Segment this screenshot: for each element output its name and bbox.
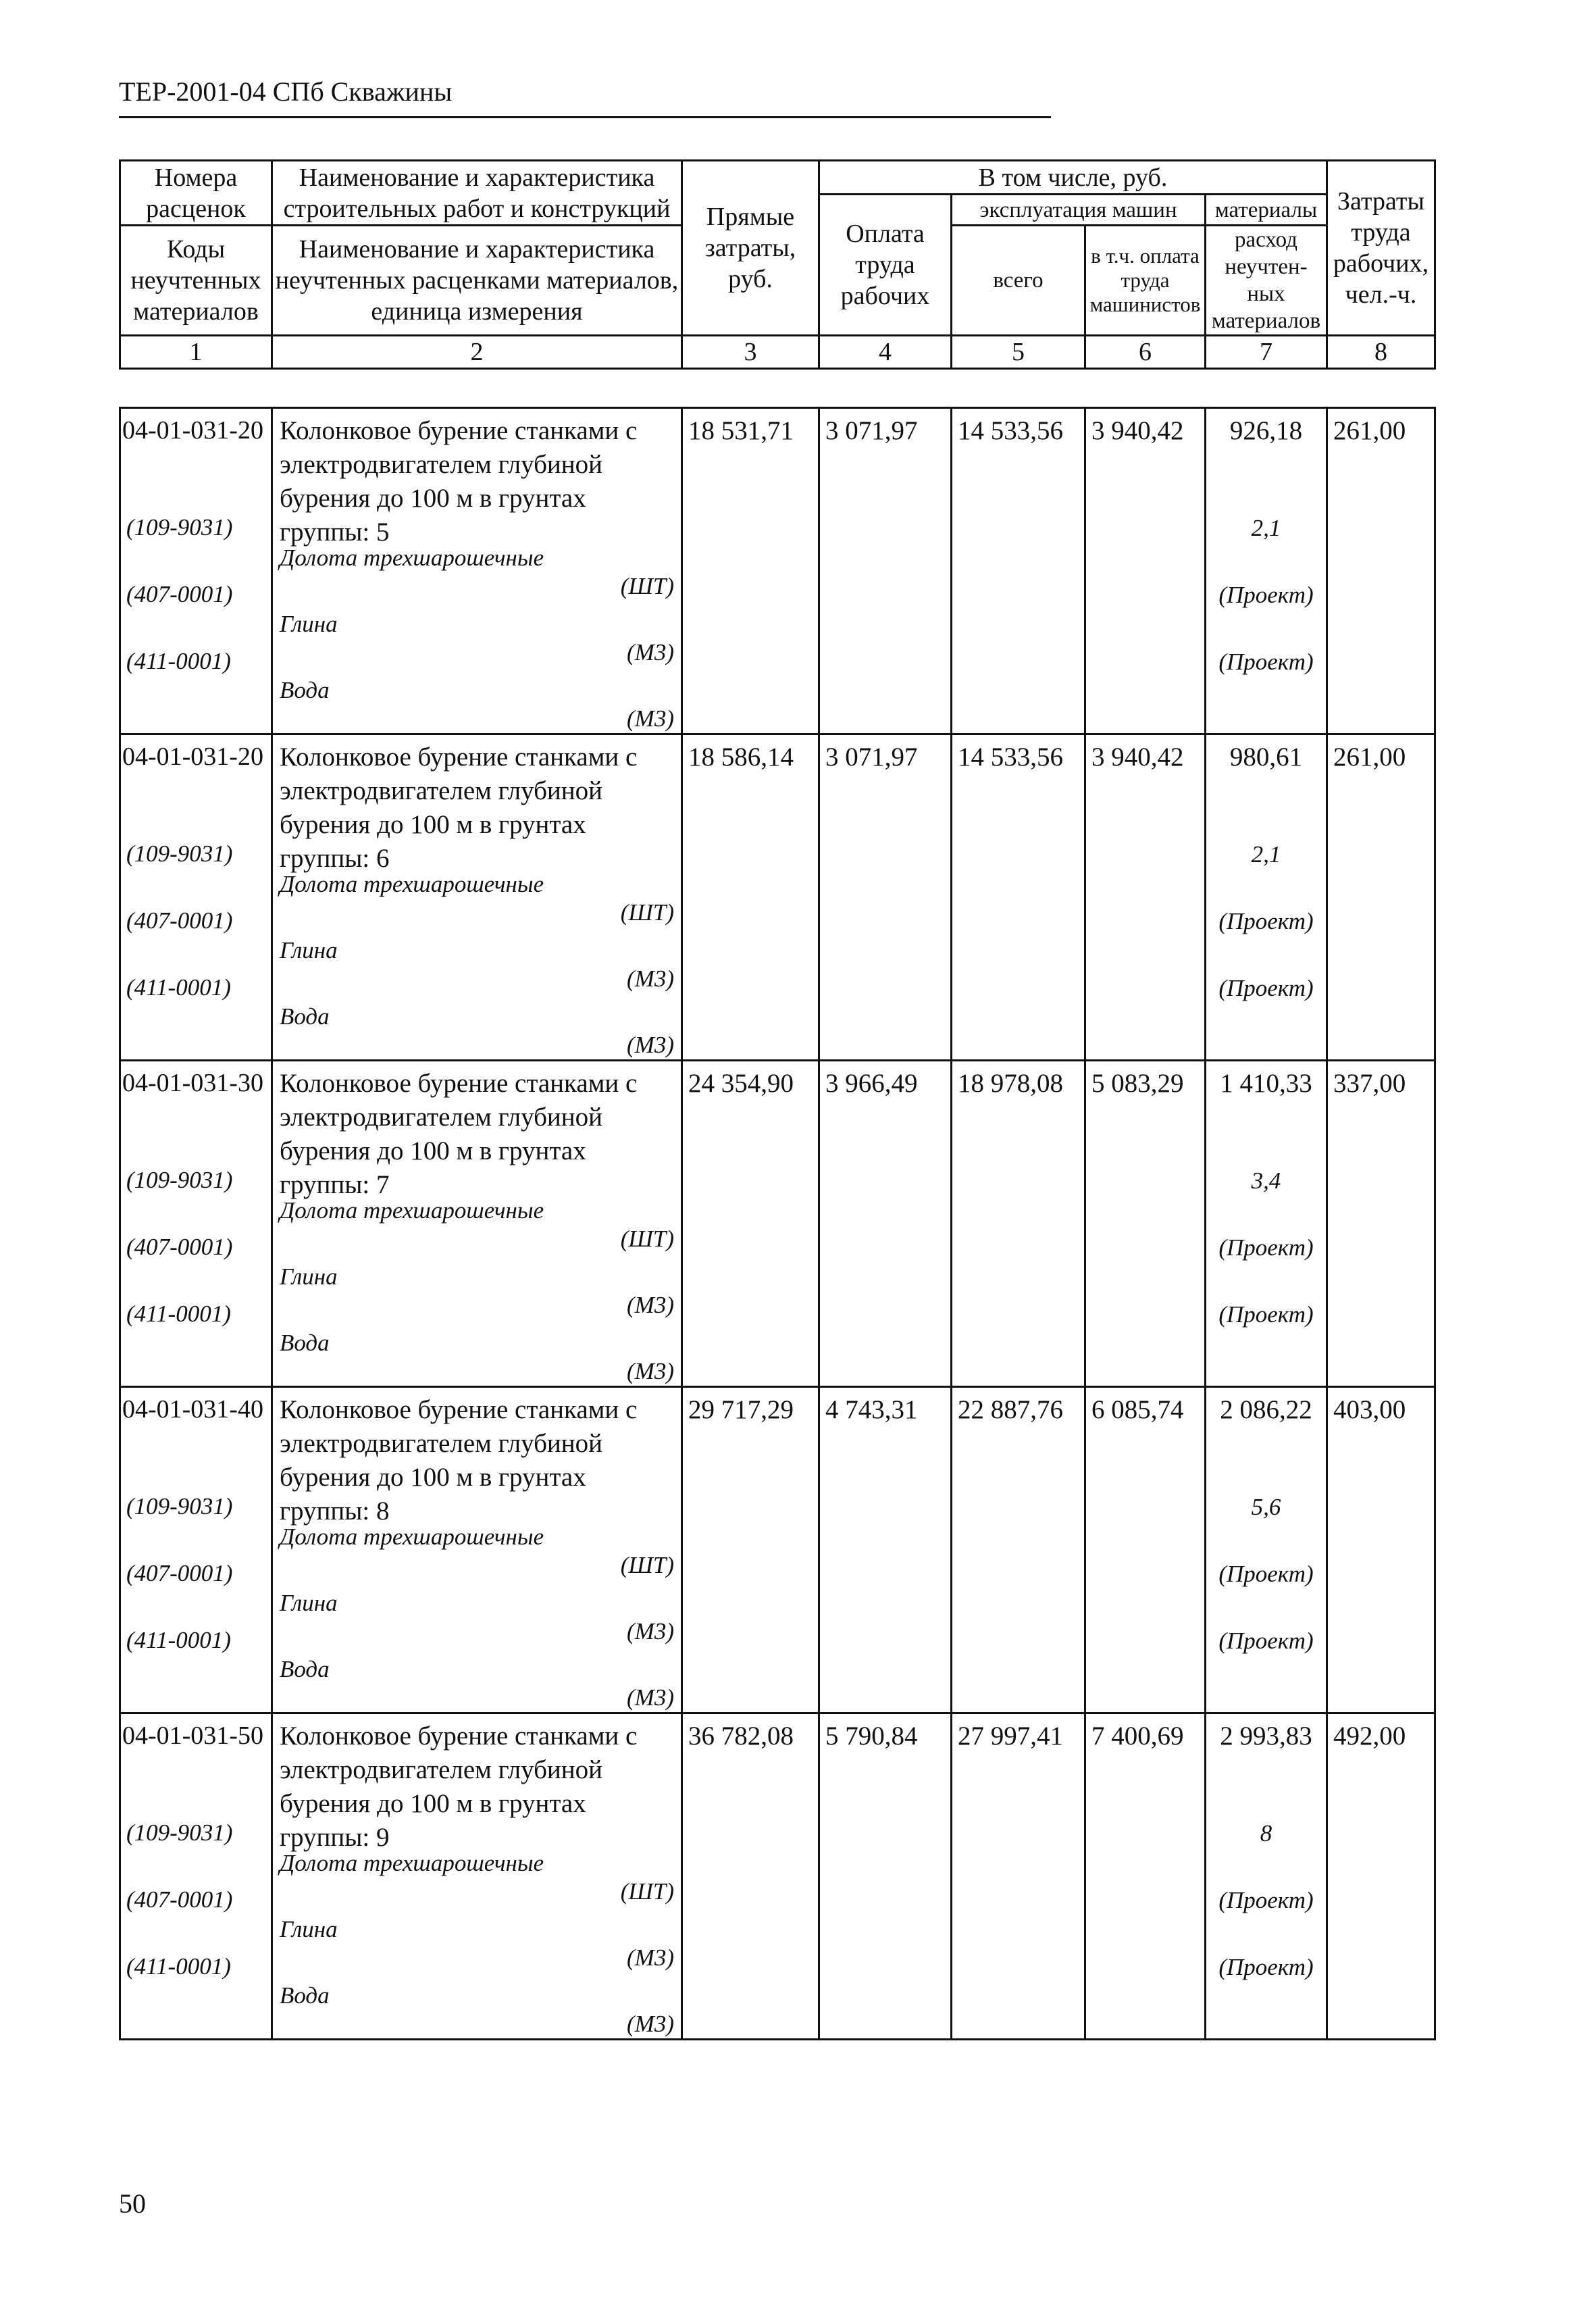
work-description: Колонковое бурение станками с электродвигателем глубиной бурения до 100 м в грунтах группы: 7 (280, 1069, 638, 1199)
materials-cell (1206, 734, 1327, 1061)
material-code: (411-0001) (126, 648, 231, 674)
labor-pay-cell (819, 1713, 952, 2040)
material-quantity: 3,4 (1251, 1167, 1281, 1194)
material-code: (407-0001) (126, 1234, 233, 1260)
machines-total-value: 14 533,56 (958, 416, 1063, 445)
description-cell (272, 1061, 682, 1387)
machines-total-cell (952, 1387, 1085, 1713)
direct-costs-cell (682, 1061, 819, 1387)
table-row (120, 1061, 1435, 1387)
rate-code-cell (120, 734, 272, 1061)
material-unit: (М3) (627, 2011, 674, 2037)
rate-code-cell (120, 1387, 272, 1713)
direct-costs-cell (682, 1713, 819, 2040)
header-materials-group: материалы (1206, 195, 1327, 226)
material-unit: (М3) (627, 1032, 674, 1058)
header-direct-costs: Прямые затраты, руб. (682, 161, 819, 336)
header-machinist-pay: в т.ч. оплата труда машинистов (1085, 226, 1206, 336)
rate-code: 04-01-031-20 (122, 743, 263, 771)
machines-total-value: 14 533,56 (958, 743, 1063, 772)
material-name: Вода (280, 1656, 330, 1682)
labor-pay-value: 3 966,49 (825, 1069, 918, 1098)
materials-cell (1206, 1387, 1327, 1713)
header-work-description: Наименование и характеристика строительных работ и конструкций (272, 161, 682, 226)
direct-costs-cell (682, 734, 819, 1061)
machines-total-value: 18 978,08 (958, 1069, 1063, 1098)
material-quantity: (Проект) (1218, 582, 1314, 608)
material-name: Долота трехшарошечные (280, 1850, 544, 1876)
header-rate-numbers: Номера расценок (120, 161, 272, 226)
header-col-number: 2 (272, 336, 682, 369)
material-quantity: (Проект) (1218, 649, 1314, 675)
material-code: (407-0001) (126, 581, 233, 607)
material-unit: (ШТ) (620, 1226, 674, 1252)
description-cell (272, 408, 682, 734)
direct-costs-value: 29 717,29 (688, 1395, 794, 1424)
machines-total-cell (952, 1061, 1085, 1387)
header-unaccounted-codes: Коды неучтенных материалов (120, 226, 272, 336)
material-unit: (М3) (627, 705, 674, 732)
material-unit: (ШТ) (620, 1552, 674, 1578)
machinist-pay-value: 3 940,42 (1091, 416, 1184, 445)
description-cell (272, 1387, 682, 1713)
materials-cell (1206, 408, 1327, 734)
labor-pay-value: 3 071,97 (825, 416, 918, 445)
labor-pay-cell (819, 1061, 952, 1387)
rate-code-cell (120, 1713, 272, 2040)
machines-total-cell (952, 408, 1085, 734)
labor-hours-cell (1327, 1061, 1435, 1387)
machines-total-value: 22 887,76 (958, 1395, 1063, 1424)
material-name: Глина (280, 1916, 338, 1942)
material-unit: (М3) (627, 1292, 674, 1318)
description-cell (272, 734, 682, 1061)
material-code: (407-0001) (126, 1560, 233, 1586)
material-quantity: (Проект) (1218, 1234, 1314, 1261)
rate-code: 04-01-031-30 (122, 1069, 263, 1097)
material-quantity: 5,6 (1251, 1494, 1281, 1520)
labor-pay-cell (819, 1387, 952, 1713)
material-name: Глина (280, 611, 338, 637)
rate-code: 04-01-031-40 (122, 1395, 263, 1424)
header-unaccounted-materials: расход неучтен- ных материалов (1206, 226, 1327, 336)
materials-value: 2 086,22 (1220, 1395, 1312, 1424)
labor-hours-value: 261,00 (1333, 416, 1406, 445)
materials-value: 1 410,33 (1220, 1069, 1312, 1098)
material-name: Глина (280, 1590, 338, 1616)
machinist-pay-cell (1085, 1387, 1206, 1713)
material-quantity: (Проект) (1218, 908, 1314, 934)
material-quantity: (Проект) (1218, 1887, 1314, 1913)
material-name: Долота трехшарошечные (280, 1524, 544, 1550)
description-cell (272, 1713, 682, 2040)
labor-pay-value: 3 071,97 (825, 743, 918, 772)
material-code: (411-0001) (126, 974, 231, 1001)
material-quantity: 8 (1260, 1820, 1272, 1846)
machinist-pay-value: 6 085,74 (1091, 1395, 1184, 1424)
material-name: Вода (280, 1982, 330, 2009)
header-including-group: В том числе, руб. (819, 161, 1327, 195)
document-title: ТЕР-2001-04 СПб Скважины (119, 76, 453, 107)
rate-code-cell (120, 1061, 272, 1387)
material-code: (407-0001) (126, 907, 233, 934)
material-quantity: (Проект) (1218, 1628, 1314, 1654)
material-unit: (М3) (627, 639, 674, 665)
labor-pay-value: 5 790,84 (825, 1721, 918, 1751)
header-col-number: 7 (1206, 336, 1327, 369)
material-quantity: (Проект) (1218, 1954, 1314, 1980)
material-code: (407-0001) (126, 1886, 233, 1913)
material-name: Вода (280, 1330, 330, 1356)
materials-value: 926,18 (1229, 416, 1303, 445)
material-name: Вода (280, 677, 330, 703)
rate-code: 04-01-031-20 (122, 416, 263, 445)
machines-total-cell (952, 1713, 1085, 2040)
header-col-number: 4 (819, 336, 952, 369)
material-code: (411-0001) (126, 1301, 231, 1327)
header-machines-group: эксплуатация машин (952, 195, 1206, 226)
direct-costs-value: 24 354,90 (688, 1069, 794, 1098)
material-quantity: 2,1 (1251, 841, 1281, 867)
labor-hours-cell (1327, 1387, 1435, 1713)
materials-cell (1206, 1061, 1327, 1387)
rates-table (119, 407, 1436, 2040)
material-unit: (ШТ) (620, 1878, 674, 1905)
material-code: (109-9031) (126, 1819, 233, 1846)
machinist-pay-cell (1085, 734, 1206, 1061)
labor-pay-value: 4 743,31 (825, 1395, 918, 1424)
material-unit: (М3) (627, 1944, 674, 1971)
header-col-number: 5 (952, 336, 1085, 369)
material-code: (109-9031) (126, 514, 233, 540)
material-name: Долота трехшарошечные (280, 1197, 544, 1224)
machinist-pay-cell (1085, 1713, 1206, 2040)
materials-value: 980,61 (1229, 743, 1303, 772)
material-code: (411-0001) (126, 1953, 231, 1980)
direct-costs-cell (682, 408, 819, 734)
direct-costs-value: 18 586,14 (688, 743, 794, 772)
labor-pay-cell (819, 734, 952, 1061)
material-code: (109-9031) (126, 840, 233, 867)
labor-hours-cell (1327, 734, 1435, 1061)
header-labor-hours: Затраты труда рабочих, чел.-ч. (1327, 161, 1435, 336)
material-quantity: (Проект) (1218, 1561, 1314, 1587)
labor-hours-value: 403,00 (1333, 1395, 1406, 1424)
material-code: (411-0001) (126, 1627, 231, 1653)
machines-total-cell (952, 734, 1085, 1061)
table-row (120, 1713, 1435, 2040)
materials-value: 2 993,83 (1220, 1721, 1312, 1751)
labor-hours-value: 261,00 (1333, 743, 1406, 772)
material-unit: (М3) (627, 1358, 674, 1384)
header-col-number: 6 (1085, 336, 1206, 369)
machinist-pay-value: 5 083,29 (1091, 1069, 1184, 1098)
work-description: Колонковое бурение станками с электродвигателем глубиной бурения до 100 м в грунтах группы: 8 (280, 1395, 638, 1526)
header-unaccounted-description: Наименование и характеристика неучтенных расценками материалов, единица измерения (272, 226, 682, 336)
material-name: Долота трехшарошечные (280, 871, 544, 897)
material-unit: (М3) (627, 1618, 674, 1644)
direct-costs-value: 18 531,71 (688, 416, 794, 445)
work-description: Колонковое бурение станками с электродвигателем глубиной бурения до 100 м в грунтах группы: 9 (280, 1721, 638, 1852)
labor-pay-cell (819, 408, 952, 734)
material-unit: (М3) (627, 965, 674, 992)
material-name: Вода (280, 1003, 330, 1030)
header-col-number: 3 (682, 336, 819, 369)
machinist-pay-value: 7 400,69 (1091, 1721, 1184, 1751)
material-code: (109-9031) (126, 1167, 233, 1193)
machinist-pay-value: 3 940,42 (1091, 743, 1184, 772)
header-col-number: 1 (120, 336, 272, 369)
machinist-pay-cell (1085, 1061, 1206, 1387)
material-name: Глина (280, 937, 338, 963)
labor-hours-value: 337,00 (1333, 1069, 1406, 1098)
material-name: Долота трехшарошечные (280, 545, 544, 571)
direct-costs-value: 36 782,08 (688, 1721, 794, 1751)
machinist-pay-cell (1085, 408, 1206, 734)
header-labor-pay: Оплата труда рабочих (819, 195, 952, 336)
title-underline (119, 116, 1051, 118)
material-name: Глина (280, 1263, 338, 1290)
labor-hours-cell (1327, 1713, 1435, 2040)
page-number: 50 (119, 2188, 146, 2219)
rate-code-cell (120, 408, 272, 734)
table-row (120, 1387, 1435, 1713)
header-col-number: 8 (1327, 336, 1435, 369)
material-quantity: (Проект) (1218, 1301, 1314, 1328)
rate-code: 04-01-031-50 (122, 1721, 263, 1750)
direct-costs-cell (682, 1387, 819, 1713)
material-code: (109-9031) (126, 1493, 233, 1519)
materials-cell (1206, 1713, 1327, 2040)
material-quantity: (Проект) (1218, 975, 1314, 1001)
labor-hours-cell (1327, 408, 1435, 734)
material-unit: (ШТ) (620, 899, 674, 926)
work-description: Колонковое бурение станками с электродвигателем глубиной бурения до 100 м в грунтах группы: 6 (280, 743, 638, 873)
material-quantity: 2,1 (1251, 515, 1281, 541)
header-machines-total: всего (952, 226, 1085, 336)
table-row (120, 408, 1435, 734)
labor-hours-value: 492,00 (1333, 1721, 1406, 1751)
machines-total-value: 27 997,41 (958, 1721, 1063, 1751)
work-description: Колонковое бурение станками с электродвигателем глубиной бурения до 100 м в грунтах группы: 5 (280, 416, 638, 547)
material-unit: (М3) (627, 1684, 674, 1711)
table-header (119, 159, 1436, 370)
material-unit: (ШТ) (620, 573, 674, 599)
table-row (120, 734, 1435, 1061)
